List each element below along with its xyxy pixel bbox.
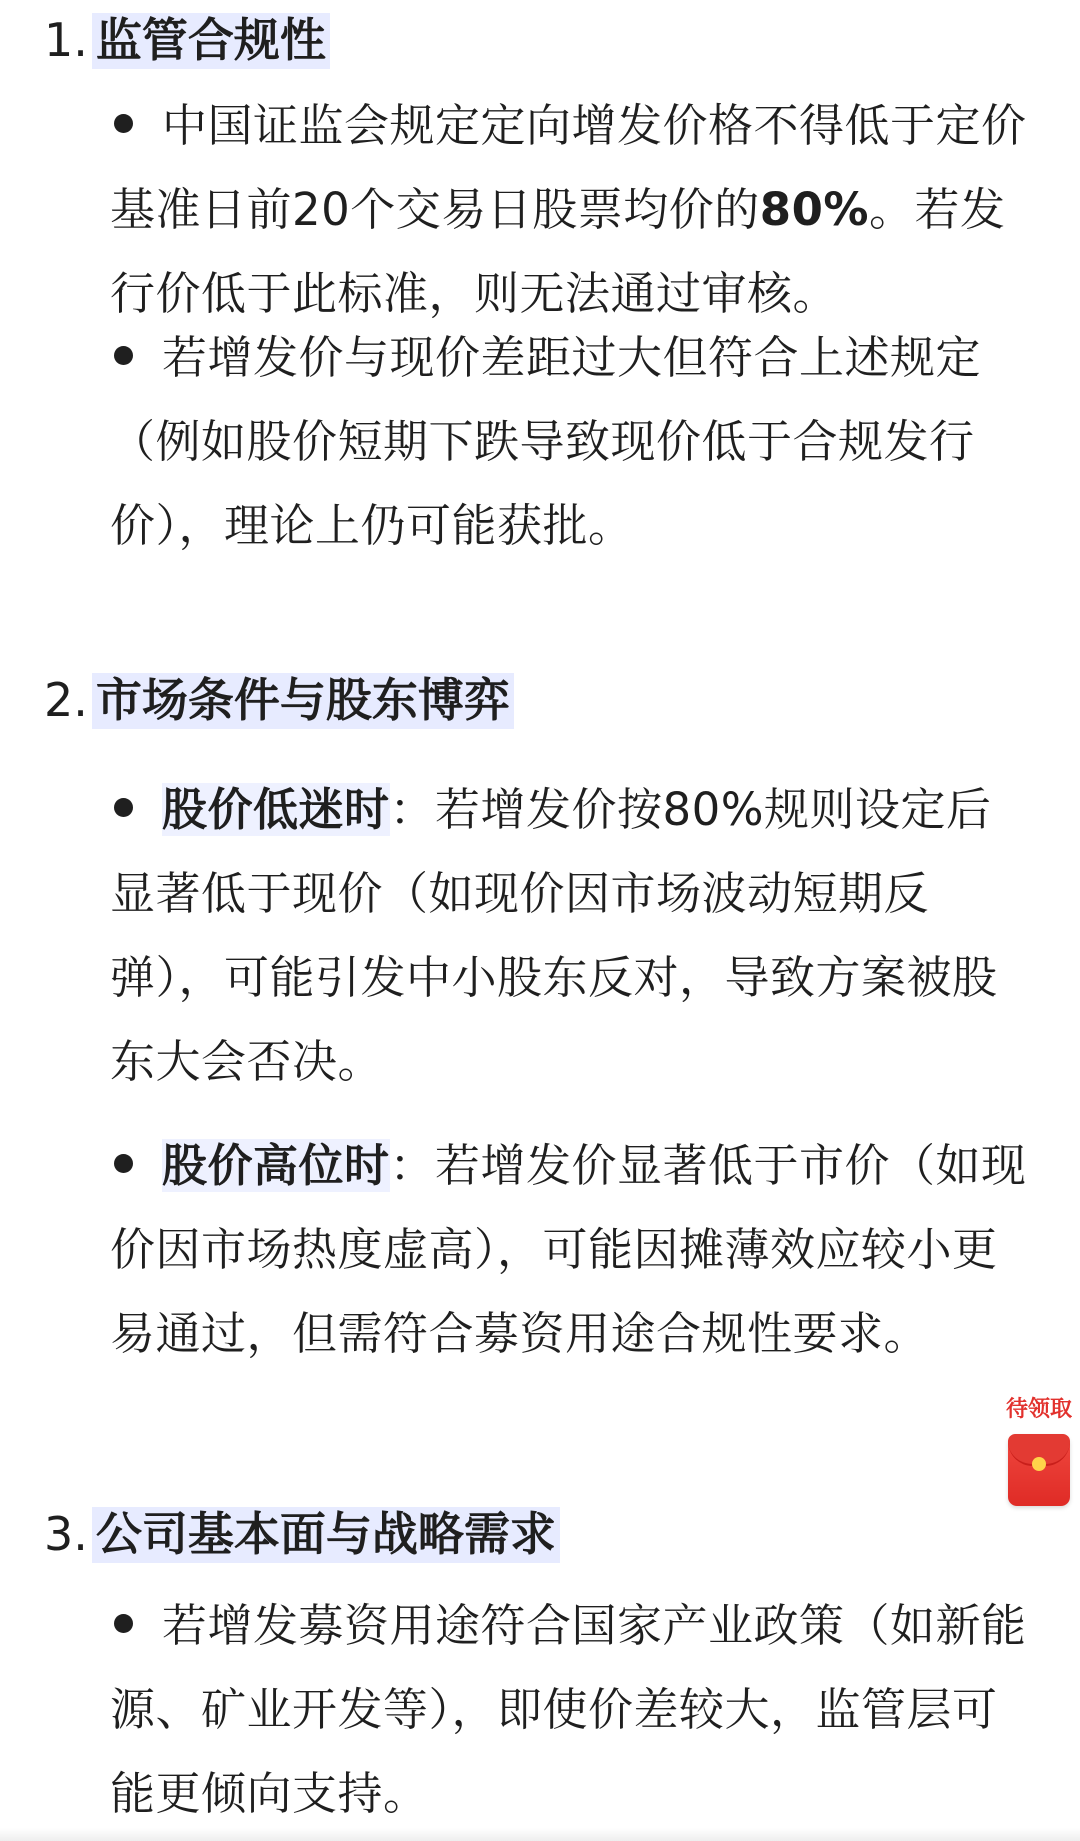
list-item-text: 若增发价与现价差距过大但符合上述规定（例如股价短期下跌导致现价低于合规发行价），理论上仍可能获批。 <box>110 331 982 552</box>
bullet-dot-icon <box>114 1154 133 1173</box>
bullet-dot-icon <box>114 1614 133 1633</box>
list-item-text: 股价高位时：若增发价显著低于市价（如现价因市场热度虚高），可能因摊薄效应较小更易通过，但需符合募资用途合规性要求。 <box>110 1139 1027 1360</box>
list-item <box>110 84 1030 336</box>
section-title: 公司基本面与战略需求 <box>92 1507 560 1563</box>
list-item-text: 股价低迷时：若增发价按80%规则设定后显著低于现价（如现价因市场波动短期反弹），可能引发中小股东反对，导致方案被股东大会否决。 <box>110 783 998 1088</box>
list-item-text: 若增发募资用途符合国家产业政策（如新能源、矿业开发等），即使价差较大，监管层可能更倾向支持。 <box>110 1599 1027 1820</box>
section-number: 3. <box>44 1507 88 1561</box>
list-item <box>110 1584 1030 1836</box>
highlighted-term: 股价低迷时 <box>162 783 390 836</box>
section-title: 监管合规性 <box>92 13 330 69</box>
bold-text: 80% <box>759 183 869 236</box>
list-item-text: 中国证监会规定定向增发价格不得低于定价基准日前20个交易日股票均价的80%。若发行价低于此标准，则无法通过审核。 <box>110 99 1027 320</box>
section-number: 1. <box>44 13 88 67</box>
list-item <box>110 316 1030 568</box>
red-envelope-widget[interactable] <box>998 1396 1080 1506</box>
envelope-label[interactable]: 待领取 <box>1005 1397 1072 1422</box>
section-heading <box>44 1502 560 1566</box>
list-item <box>110 768 1030 1104</box>
list-item <box>110 1124 1030 1376</box>
section-heading <box>44 668 514 732</box>
envelope-seal <box>1032 1457 1046 1471</box>
bullet-dot-icon <box>114 114 133 133</box>
bullet-dot-icon <box>114 346 133 365</box>
highlighted-term: 股价高位时 <box>162 1139 390 1192</box>
section-title: 市场条件与股东博弈 <box>92 673 514 729</box>
bottom-divider <box>0 1828 1080 1841</box>
red-envelope-icon[interactable] <box>1008 1434 1070 1506</box>
bullet-dot-icon <box>114 798 133 817</box>
section-heading <box>44 8 330 72</box>
section-number: 2. <box>44 673 88 727</box>
